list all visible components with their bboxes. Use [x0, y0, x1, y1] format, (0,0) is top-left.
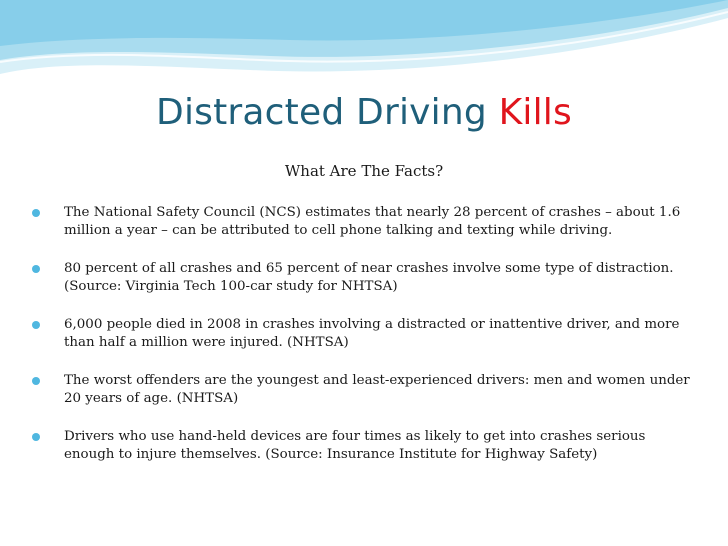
bullet-item	[18, 372, 698, 408]
slide-title	[0, 92, 728, 133]
bullet-text: The worst offenders are the youngest and least-experienced drivers: men and women under 20 years of age. (NHTSA)	[64, 373, 690, 406]
title-accent: Kills	[498, 92, 572, 133]
bullet-item	[18, 260, 698, 296]
bullet-icon	[32, 321, 40, 329]
bullet-icon	[32, 265, 40, 273]
bullet-item	[18, 316, 698, 352]
bullet-icon	[32, 433, 40, 441]
bullet-icon	[32, 209, 40, 217]
bullet-text: Drivers who use hand-held devices are four times as likely to get into crashes serious enough to injure themselves. (Source: Insurance Institute for Highway Safety)	[64, 429, 646, 462]
bullet-text: The National Safety Council (NCS) estimates that nearly 28 percent of crashes – about 1.6 million a year – can be attributed to cell phone talking and texting while driving.	[64, 205, 681, 238]
bullet-item	[18, 204, 698, 240]
bullet-item	[18, 428, 698, 464]
bullet-text: 6,000 people died in 2008 in crashes involving a distracted or inattentive driver, and more than half a million were injured. (NHTSA)	[64, 317, 680, 350]
title-main: Distracted Driving	[156, 92, 487, 133]
slide-subtitle: What Are The Facts?	[284, 162, 444, 180]
bullet-icon	[32, 377, 40, 385]
bullet-list	[18, 204, 698, 484]
bullet-text: 80 percent of all crashes and 65 percent of near crashes involve some type of distraction. (Source: Virginia Tech 100-car study for NHTSA)	[64, 261, 674, 294]
header-wave-decoration	[0, 0, 728, 95]
